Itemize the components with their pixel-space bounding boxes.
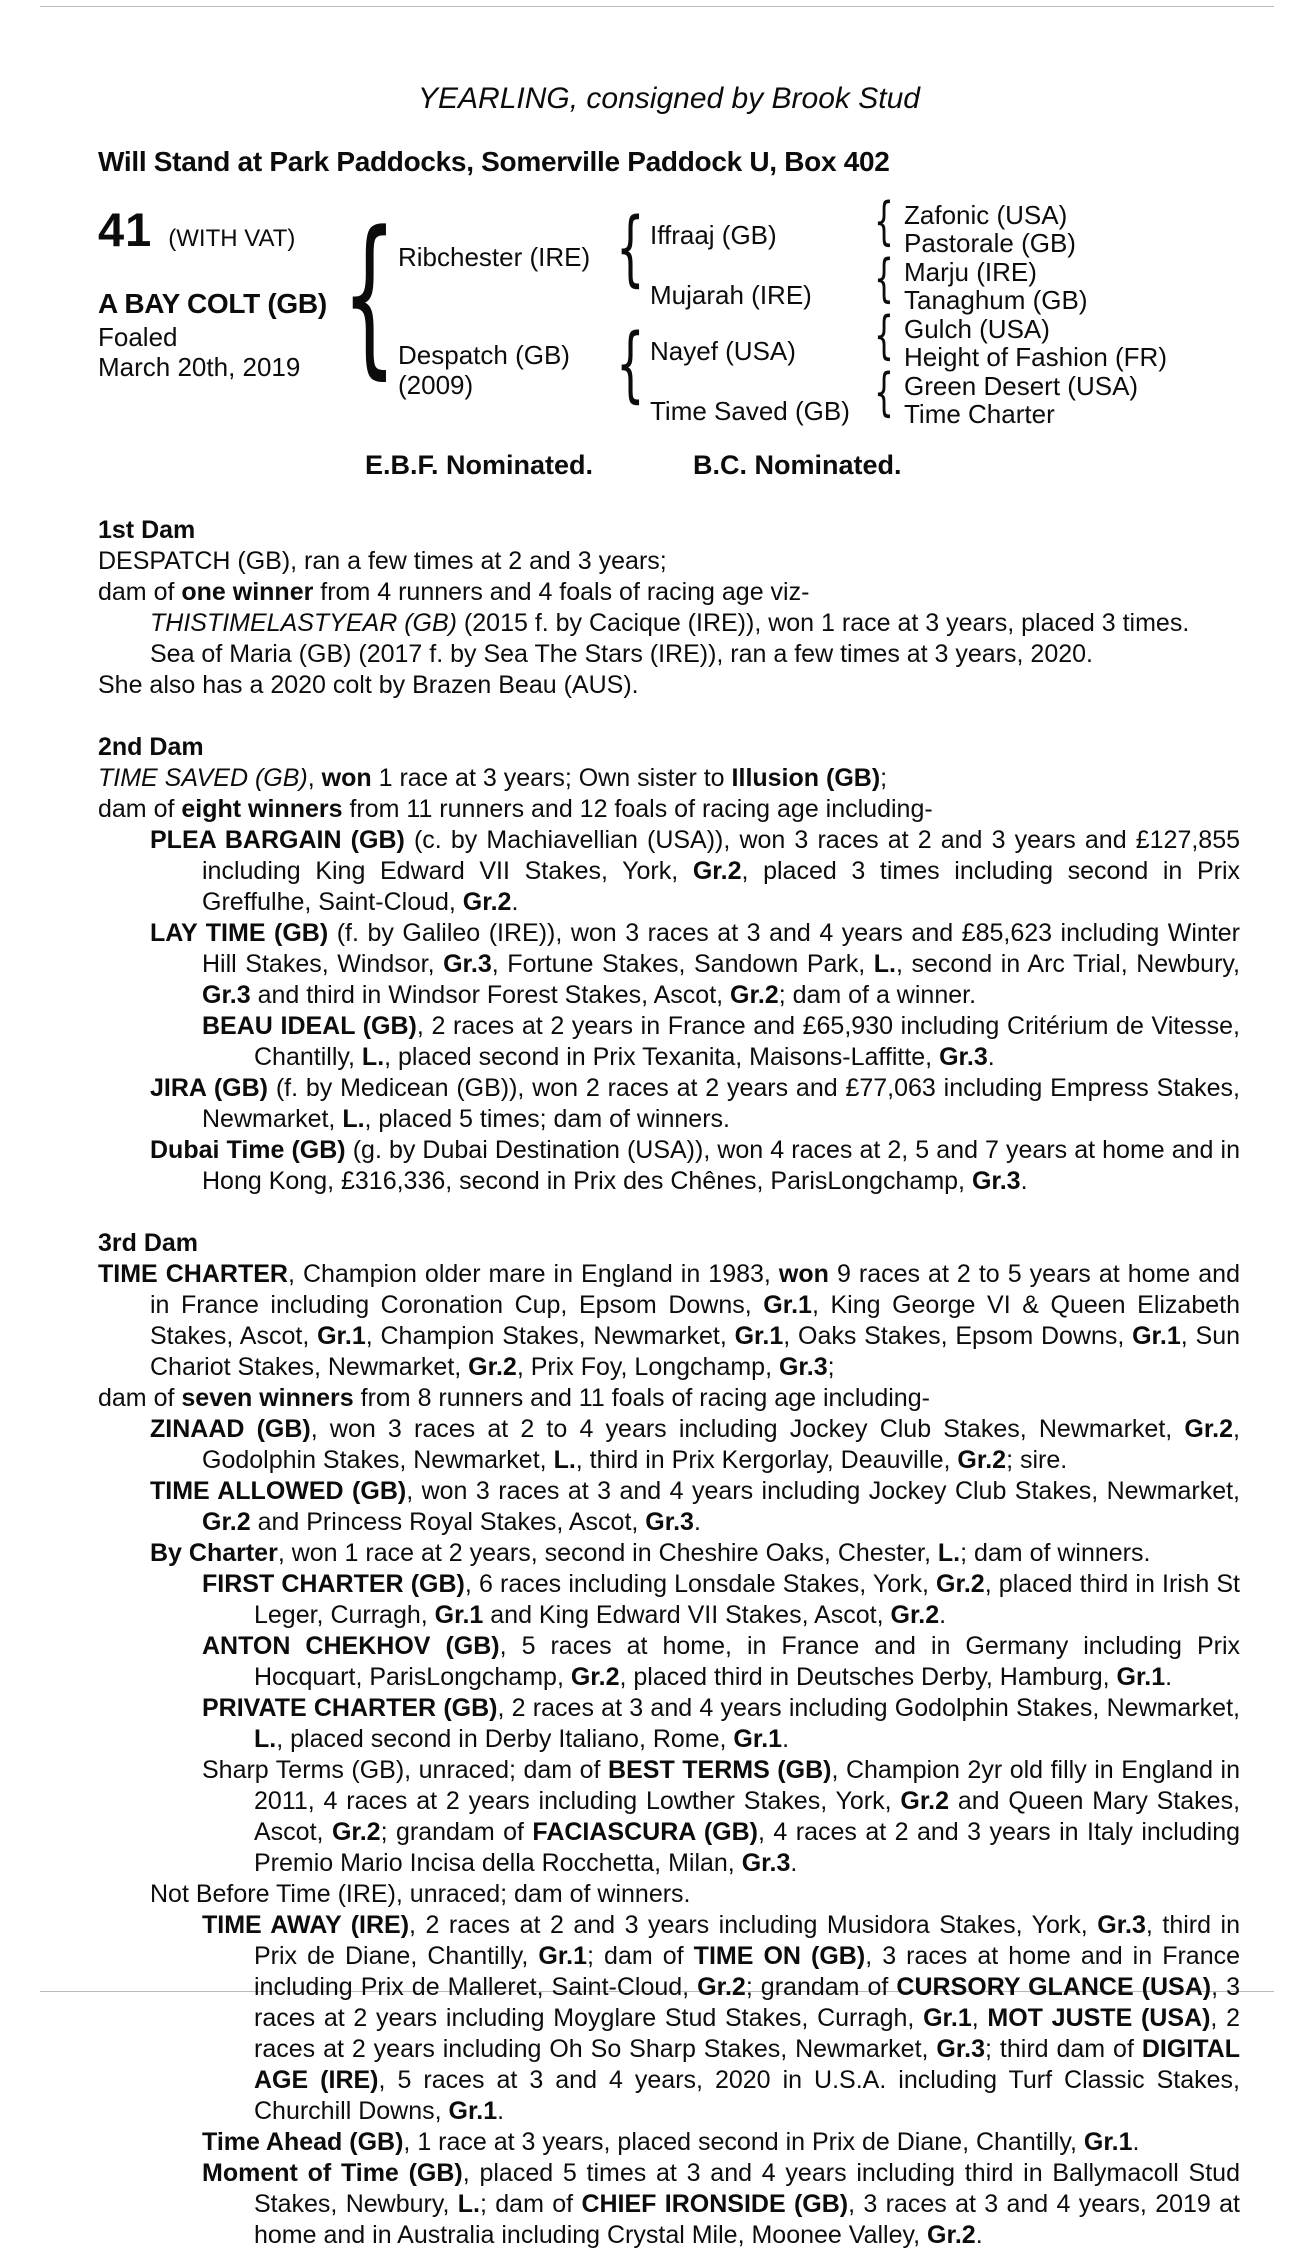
sire-dam-name: Mujarah (IRE) <box>650 280 812 310</box>
plain-text: Sea of Maria (GB) (2017 f. by Sea The Stars (IRE)), ran a few times at 3 years, 2020. <box>150 640 1093 668</box>
bold-text: Gr.1 <box>763 1291 812 1319</box>
bold-text: Gr.1 <box>1116 1663 1166 1691</box>
plain-text: ; grandam of <box>745 1973 897 2001</box>
plain-text: Not Before Time (IRE), unraced; dam of winners. <box>150 1880 691 1908</box>
plain-text: ; dam of <box>587 1942 694 1970</box>
pedigree-paragraph <box>98 639 1240 670</box>
bold-text: ANTON CHEKHOV (GB) <box>202 1632 500 1660</box>
dam-section <box>98 732 1240 1197</box>
bold-text: won <box>778 1260 829 1288</box>
bold-text: Gr.1 <box>538 1942 588 1970</box>
bold-text: Gr.3 <box>778 1353 828 1381</box>
pedigree-paragraph <box>98 1910 1240 2127</box>
plain-text: , 2 races at 2 years in France and £65,930 including Critérium de Vitesse, Chantilly, <box>254 1012 1240 1071</box>
gen3-name: Marju (IRE) <box>904 257 1037 287</box>
bold-text: L. <box>553 1446 576 1474</box>
pedigree-paragraph <box>98 2127 1240 2158</box>
plain-text: . <box>1020 1167 1028 1195</box>
plain-text: Sharp Terms (GB), unraced; dam of <box>202 1756 609 1784</box>
plain-text: . <box>790 1849 798 1877</box>
bold-text: ZINAAD (GB) <box>150 1415 311 1443</box>
gen3-name: Gulch (USA) <box>904 314 1050 344</box>
bold-text: MOT JUSTE (USA) <box>987 2004 1211 2032</box>
plain-text: (c. by Machiavellian (USA)), won 3 races at 2 and 3 years and £127,855 including King Edward VII Stakes, York, <box>202 826 1241 885</box>
plain-text: from 8 runners and 11 foals of racing age including- <box>353 1384 930 1412</box>
plain-text: , Prix Foy, Longchamp, <box>516 1353 779 1381</box>
bold-text: Gr.3 <box>936 2035 986 2063</box>
plain-text: . <box>987 1043 995 1071</box>
dam-name: Despatch (GB) <box>398 340 570 370</box>
pedigree-paragraph <box>98 1879 1240 1910</box>
dam-year: (2009) <box>398 370 474 400</box>
bold-text: Gr.1 <box>734 1322 784 1350</box>
bold-text: Gr.1 <box>317 1322 366 1350</box>
pedigree-brace-sire: { <box>616 201 645 296</box>
plain-text: , won 1 race at 2 years, second in Cheshire Oaks, Chester, <box>277 1539 938 1567</box>
plain-text: . <box>511 888 519 916</box>
bold-text: Gr.1 <box>1132 1322 1181 1350</box>
plain-text: from 11 runners and 12 foals of racing age including- <box>342 795 933 823</box>
bold-text: Gr.2 <box>1184 1415 1234 1443</box>
pedigree-paragraph <box>98 763 1240 794</box>
bold-text: Gr.2 <box>900 1787 950 1815</box>
pedigree-brace-gen1: { <box>342 194 397 395</box>
pedigree-table <box>98 192 1240 432</box>
bold-text: Illusion (GB) <box>731 764 881 792</box>
bold-text: Gr.2 <box>570 1663 620 1691</box>
bold-text: Gr.2 <box>692 857 742 885</box>
plain-text: and Princess Royal Stakes, Ascot, <box>250 1508 646 1536</box>
bold-text: Gr.3 <box>645 1508 694 1536</box>
bold-text: Gr.2 <box>468 1353 517 1381</box>
pedigree-brace-sire-sire: { <box>874 192 894 252</box>
pedigree-paragraph <box>98 1383 1240 1414</box>
plain-text: ; grandam of <box>380 1818 533 1846</box>
gen3-name: Green Desert (USA) <box>904 371 1139 401</box>
plain-text: . <box>939 1601 947 1629</box>
plain-text: from 4 runners and 4 foals of racing age viz- <box>313 578 810 606</box>
bold-text: Gr.3 <box>741 1849 791 1877</box>
pedigree-brace-sire-dam: { <box>874 249 894 309</box>
plain-text: , second in Arc Trial, Newbury, <box>896 950 1240 978</box>
dam-section-heading: 3rd Dam <box>98 1229 199 1257</box>
bold-text: CHIEF IRONSIDE (GB) <box>581 2190 849 2218</box>
plain-text: . <box>782 1725 790 1753</box>
bold-text: L. <box>937 1539 961 1567</box>
bold-text: Gr.1 <box>448 2097 498 2125</box>
plain-text: She also has a 2020 colt by Brazen Beau (AUS). <box>98 671 639 699</box>
nominations-row <box>98 450 1240 481</box>
pedigree-paragraph <box>98 1011 1240 1073</box>
bold-text: BEAU IDEAL (GB) <box>202 1012 417 1040</box>
bold-text: Gr.2 <box>462 888 512 916</box>
pedigree-paragraph <box>98 1569 1240 1631</box>
gen3-name: Time Charter <box>904 399 1055 429</box>
bold-text: Time Ahead (GB) <box>202 2128 404 2156</box>
plain-text: DESPATCH (GB), ran a few times at 2 and 3 years; <box>98 547 667 575</box>
plain-text: ; <box>880 764 888 792</box>
pedigree-paragraph <box>98 1755 1240 1879</box>
bold-text: L. <box>342 1105 365 1133</box>
plain-text: , third in Prix Kergorlay, Deauville, <box>575 1446 958 1474</box>
plain-text: , King George VI & Queen Elizabeth Stakes, Ascot, <box>150 1291 1240 1350</box>
pedigree-paragraph <box>98 1259 1240 1383</box>
plain-text: , placed 5 times at 3 and 4 years including third in Ballymacoll Stud Stakes, Newbury, <box>254 2159 1240 2218</box>
plain-text: , 3 races at 3 and 4 years, 2019 at home and in Australia including Crystal Mile, Moonee Valley, <box>254 2190 1240 2249</box>
bold-text: FIRST CHARTER (GB) <box>202 1570 465 1598</box>
dam-sire-name: Nayef (USA) <box>650 336 796 366</box>
bold-text: FACIASCURA (GB) <box>532 1818 758 1846</box>
stand-location: Will Stand at Park Paddocks, Somerville Paddock U, Box 402 <box>98 146 890 177</box>
plain-text: , Champion older mare in England in 1983, <box>287 1260 779 1288</box>
bold-text: Gr.2 <box>202 1508 251 1536</box>
plain-text: , Godolphin Stakes, Newmarket, <box>202 1415 1240 1474</box>
plain-text: , 2 races at 3 and 4 years including Godolphin Stakes, Newmarket, <box>497 1694 1240 1722</box>
plain-text: , 1 race at 3 years, placed second in Prix de Diane, Chantilly, <box>403 2128 1084 2156</box>
pedigree-paragraph <box>98 577 1240 608</box>
bold-text: Gr.2 <box>697 1973 746 2001</box>
bold-text: PRIVATE CHARTER (GB) <box>202 1694 498 1722</box>
italic-text: THISTIMELASTYEAR (GB) <box>150 609 457 637</box>
italic-text: TIME SAVED (GB) <box>98 764 308 792</box>
bold-text: L. <box>254 1725 277 1753</box>
plain-text: . <box>693 1508 701 1536</box>
pedigree-paragraph <box>98 1631 1240 1693</box>
bold-text: seven winners <box>181 1384 354 1412</box>
plain-text: 9 races at 2 to 5 years at home and in France including Coronation Cup, Epsom Downs, <box>150 1260 1240 1319</box>
plain-text: , 2 races at 2 years including Oh So Sharp Stakes, Newmarket, <box>254 2004 1240 2063</box>
plain-text: , placed 3 times including second in Prix Greffulhe, Saint-Cloud, <box>202 857 1240 916</box>
sire-name: Ribchester (IRE) <box>398 242 591 272</box>
bold-text: Moment of Time (GB) <box>202 2159 463 2187</box>
plain-text: ; sire. <box>1006 1446 1068 1474</box>
bold-text: CURSORY GLANCE (USA) <box>896 1973 1212 2001</box>
pedigree-paragraph <box>98 918 1240 1011</box>
plain-text: , 4 races at 2 and 3 years in Italy including Premio Mario Incisa della Rocchetta, Milan, <box>254 1818 1241 1877</box>
bold-text: LAY TIME (GB) <box>150 919 329 947</box>
plain-text: , placed third in Irish St Leger, Curragh, <box>254 1570 1240 1629</box>
bold-text: one winner <box>181 578 314 606</box>
bold-text: Gr.1 <box>923 2004 972 2032</box>
ebf-nominated: E.B.F. Nominated. <box>365 450 594 480</box>
pedigree-paragraph <box>98 608 1240 639</box>
bc-nominated: B.C. Nominated. <box>693 450 902 480</box>
gen3-name: Height of Fashion (FR) <box>904 342 1167 372</box>
plain-text: , third in Prix de Diane, Chantilly, <box>254 1911 1240 1970</box>
plain-text: , placed 5 times; dam of winners. <box>364 1105 730 1133</box>
plain-text: , <box>307 764 322 792</box>
consignment-title: YEARLING, consigned by Brook Stud <box>418 82 920 115</box>
plain-text: ; dam of a winner. <box>778 981 977 1009</box>
pedigree-paragraph <box>98 1073 1240 1135</box>
plain-text: , 6 races including Lonsdale Stakes, York, <box>464 1570 937 1598</box>
foaled-label: Foaled <box>98 322 178 352</box>
plain-text: , 5 races at home, in France and in Germany including Prix Hocquart, ParisLongchamp, <box>254 1632 1240 1691</box>
plain-text: , placed second in Derby Italiano, Rome, <box>276 1725 734 1753</box>
bold-text: Gr.2 <box>927 2221 976 2249</box>
lot-row <box>98 202 295 257</box>
plain-text: , 3 races at home and in France including Prix de Malleret, Saint-Cloud, <box>254 1942 1241 2001</box>
plain-text: , Champion Stakes, Newmarket, <box>365 1322 735 1350</box>
plain-text: . <box>1132 2128 1140 2156</box>
plain-text: and Queen Mary Stakes, Ascot, <box>254 1787 1241 1846</box>
plain-text: ; <box>827 1353 835 1381</box>
pedigree-paragraph <box>98 670 1240 701</box>
gen3-name: Pastorale (GB) <box>904 228 1076 258</box>
gen3-name: Zafonic (USA) <box>904 200 1068 230</box>
pedigree-paragraph <box>98 825 1240 918</box>
vat-note: (WITH VAT) <box>168 225 296 252</box>
bold-text: eight winners <box>181 795 343 823</box>
pedigree-brace-dam-sire: { <box>874 306 894 366</box>
bold-text: Gr.3 <box>971 1167 1021 1195</box>
bold-text: L. <box>457 2190 480 2218</box>
plain-text: , 2 races at 2 and 3 years including Musidora Stakes, York, <box>409 1911 1098 1939</box>
bold-text: TIME AWAY (IRE) <box>202 1911 410 1939</box>
pedigree-paragraph <box>98 1476 1240 1538</box>
plain-text: and third in Windsor Forest Stakes, Ascot, <box>250 981 731 1009</box>
plain-text: . <box>1165 1663 1173 1691</box>
bold-text: L. <box>361 1043 385 1071</box>
pedigree-paragraph <box>98 1135 1240 1197</box>
plain-text: (f. by Medicean (GB)), won 2 races at 2 years and £77,063 including Empress Stakes, Newmarket, <box>202 1074 1240 1133</box>
pedigree-brace-dam-dam: { <box>874 363 894 423</box>
bold-text: Gr.1 <box>434 1601 484 1629</box>
plain-text: , 5 races at 3 and 4 years, 2020 in U.S.A. including Turf Classic Stakes, Churchill Downs, <box>254 2066 1240 2125</box>
bold-text: Gr.3 <box>443 950 492 978</box>
dam-section-heading: 1st Dam <box>98 516 196 544</box>
bold-text: PLEA BARGAIN (GB) <box>150 826 405 854</box>
dam-section <box>98 1228 1240 2251</box>
bold-text: Gr.2 <box>890 1601 940 1629</box>
bold-text: BEST TERMS (GB) <box>608 1756 832 1784</box>
bold-text: TIME ON (GB) <box>693 1942 866 1970</box>
plain-text: , Sun Chariot Stakes, Newmarket, <box>150 1322 1240 1381</box>
dam-sections <box>98 515 1240 2251</box>
plain-text: , Fortune Stakes, Sandown Park, <box>491 950 874 978</box>
dam-dam-name: Time Saved (GB) <box>650 396 850 426</box>
plain-text: dam of <box>98 795 182 823</box>
plain-text: . <box>975 2221 983 2249</box>
bold-text: By Charter <box>150 1539 278 1567</box>
plain-text: (f. by Galileo (IRE)), won 3 races at 3 and 4 years and £85,623 including Winter Hill Stakes, Windsor, <box>202 919 1240 978</box>
plain-text: , Champion 2yr old filly in England in 2011, 4 races at 2 years including Lowther Stakes, York, <box>254 1756 1240 1815</box>
pedigree-paragraph <box>98 794 1240 825</box>
bold-text: Gr.2 <box>331 1818 381 1846</box>
pedigree-paragraph <box>98 1693 1240 1755</box>
pedigree-brace-dam: { <box>616 317 645 412</box>
bold-text: Gr.3 <box>1097 1911 1146 1939</box>
dam-section-heading: 2nd Dam <box>98 733 204 761</box>
plain-text: , <box>971 2004 988 2032</box>
foaled-date: March 20th, 2019 <box>98 352 301 382</box>
plain-text: , placed third in Deutsches Derby, Hamburg, <box>619 1663 1117 1691</box>
plain-text: dam of <box>98 578 182 606</box>
plain-text: ; dam of winners. <box>960 1539 1151 1567</box>
bold-text: DIGITAL AGE (IRE) <box>254 2035 1240 2094</box>
bold-text: won <box>321 764 372 792</box>
bold-text: L. <box>873 950 896 978</box>
bold-text: Gr.3 <box>939 1043 988 1071</box>
bold-text: Gr.2 <box>936 1570 985 1598</box>
plain-text: dam of <box>98 1384 182 1412</box>
plain-text: , Oaks Stakes, Epsom Downs, <box>783 1322 1133 1350</box>
bold-text: TIME CHARTER <box>98 1260 288 1288</box>
pedigree-paragraph <box>98 2158 1240 2251</box>
gen3-name: Tanaghum (GB) <box>904 285 1088 315</box>
pedigree-paragraph <box>98 546 1240 577</box>
bold-text: Gr.1 <box>1083 2128 1133 2156</box>
lot-number: 41 <box>98 203 153 256</box>
sire-sire-name: Iffraaj (GB) <box>650 220 777 250</box>
plain-text: ; dam of <box>480 2190 582 2218</box>
bold-text: TIME ALLOWED (GB) <box>150 1477 407 1505</box>
plain-text: . <box>497 2097 505 2125</box>
plain-text: , won 3 races at 2 to 4 years including Jockey Club Stakes, Newmarket, <box>310 1415 1185 1443</box>
bold-text: Gr.2 <box>957 1446 1007 1474</box>
plain-text: (2015 f. by Cacique (IRE)), won 1 race at 3 years, placed 3 times. <box>456 609 1190 637</box>
dam-section <box>98 515 1240 701</box>
bold-text: JIRA (GB) <box>150 1074 269 1102</box>
plain-text: ; third dam of <box>985 2035 1142 2063</box>
pedigree-paragraph <box>98 1538 1240 1569</box>
pedigree-paragraph <box>98 1414 1240 1476</box>
bold-text: Gr.2 <box>730 981 779 1009</box>
bold-text: Dubai Time (GB) <box>150 1136 346 1164</box>
lot-name: A BAY COLT (GB) <box>98 288 327 319</box>
plain-text: (g. by Dubai Destination (USA)), won 4 races at 2, 5 and 7 years at home and in Hong Kong, £316,336, second in Prix des Chênes, ParisLongchamp, <box>202 1136 1240 1195</box>
plain-text: , won 3 races at 3 and 4 years including Jockey Club Stakes, Newmarket, <box>406 1477 1240 1505</box>
plain-text: , placed second in Prix Texanita, Maisons-Laffitte, <box>384 1043 940 1071</box>
plain-text: 1 race at 3 years; Own sister to <box>371 764 732 792</box>
plain-text: , 3 races at 2 years including Moyglare Stud Stakes, Curragh, <box>254 1973 1240 2032</box>
plain-text: and King Edward VII Stakes, Ascot, <box>483 1601 891 1629</box>
bold-text: Gr.3 <box>202 981 251 1009</box>
bold-text: Gr.1 <box>733 1725 783 1753</box>
